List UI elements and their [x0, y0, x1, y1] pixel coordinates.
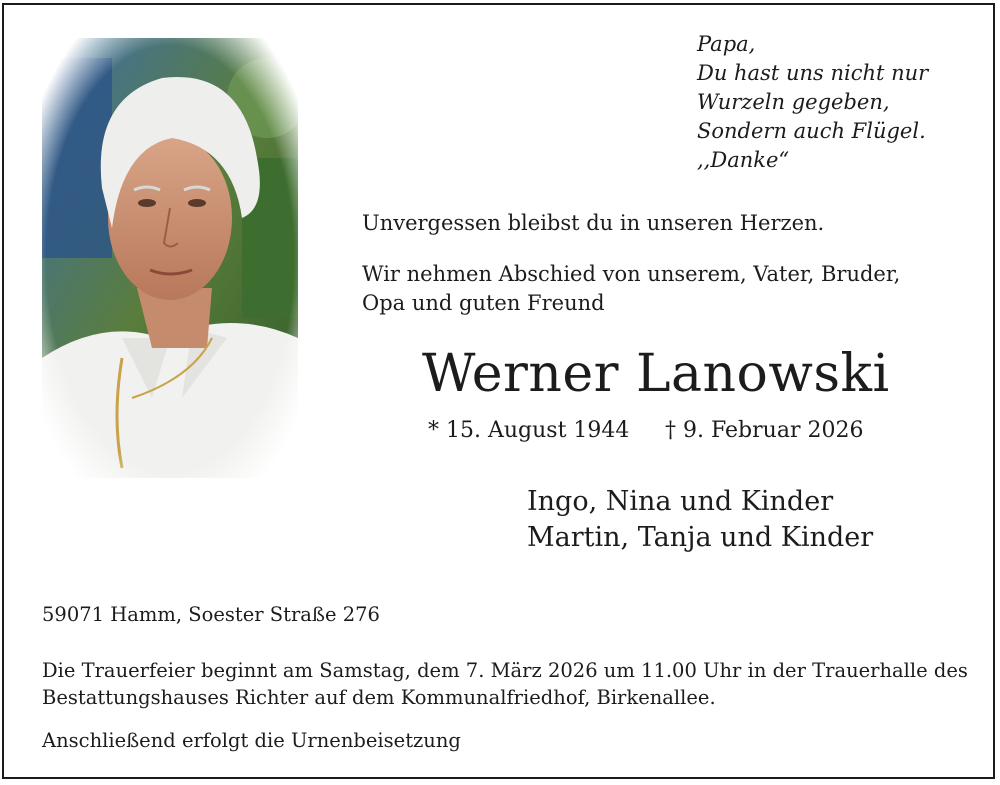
- poem-line: Papa,: [697, 32, 756, 56]
- poem: [697, 30, 928, 175]
- poem-line: ,,Danke“: [697, 148, 790, 172]
- address: 59071 Hamm, Soester Straße 276: [42, 603, 380, 626]
- remembrance-line: Unvergessen bleibst du in unseren Herzen.: [362, 211, 825, 235]
- service-line-2: Bestattungshauses Richter auf dem Kommunalfriedhof, Birkenallee.: [42, 686, 716, 709]
- burial-note: Anschließend erfolgt die Urnenbeisetzung: [42, 729, 461, 752]
- portrait-photo: [42, 38, 298, 478]
- farewell-line-2: Opa und guten Freund: [362, 291, 605, 315]
- death-date: † 9. Februar 2026: [665, 418, 864, 443]
- mourner-line: Ingo, Nina und Kinder: [527, 486, 834, 517]
- service-line-1: Die Trauerfeier beginnt am Samstag, dem 7. März 2026 um 11.00 Uhr in der Trauerhalle des: [42, 659, 968, 682]
- poem-line: Sondern auch Flügel.: [697, 119, 926, 143]
- mourner-line: Martin, Tanja und Kinder: [527, 522, 874, 553]
- poem-line: Wurzeln gegeben,: [697, 90, 890, 114]
- birth-date: * 15. August 1944: [428, 418, 630, 443]
- deceased-name: Werner Lanowski: [422, 344, 890, 404]
- poem-line: Du hast uns nicht nur: [697, 61, 929, 85]
- farewell-line-1: Wir nehmen Abschied von unserem, Vater, Bruder,: [362, 262, 901, 286]
